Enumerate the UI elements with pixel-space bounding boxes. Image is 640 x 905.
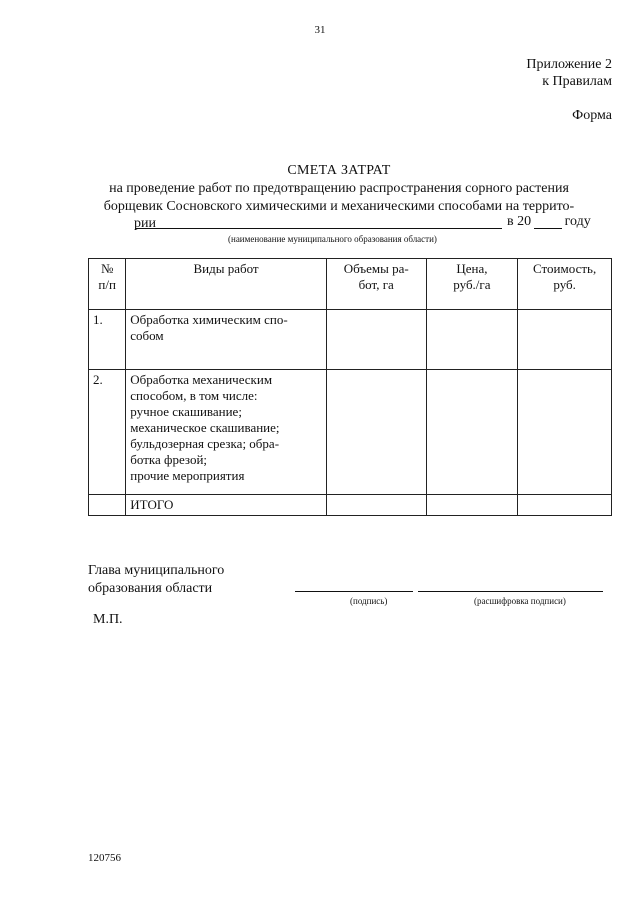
year-prefix: в 20	[507, 214, 532, 229]
municipality-fill-line	[135, 228, 502, 229]
total-cost	[518, 495, 612, 516]
title-line-2: борщевик Сосновского химическими и механическими способами на террито-	[103, 199, 575, 214]
table-row	[89, 370, 612, 495]
table-header-row	[89, 259, 612, 310]
header-num: № п/п	[89, 259, 126, 310]
title-line-3-start: рии	[134, 216, 156, 231]
row-volume	[326, 310, 426, 370]
row-work: Обработка химическим спо- собом	[126, 310, 327, 370]
year-fill-line	[534, 228, 562, 229]
cost-table	[88, 258, 612, 516]
appendix-line-1: Приложение 2	[526, 57, 612, 72]
header-cost: Стоимость, руб.	[518, 259, 612, 310]
municipality-caption: (наименование муниципального образования области)	[228, 234, 437, 244]
title-heading: СМЕТА ЗАТРАТ	[287, 163, 391, 178]
total-price	[426, 495, 518, 516]
row-cost	[518, 370, 612, 495]
row-price	[426, 370, 518, 495]
total-label: ИТОГО	[126, 495, 327, 516]
footer-code: 120756	[88, 852, 121, 864]
header-work-type: Виды работ	[126, 259, 327, 310]
signatory-title: Глава муниципального образования области	[88, 563, 225, 596]
header-price: Цена, руб./га	[426, 259, 518, 310]
year-suffix: году	[564, 214, 591, 229]
appendix-note	[526, 56, 612, 90]
row-work: Обработка механическим способом, в том числе: ручное скашивание; механическое скашивание; бульдозерная срезка; обра- ботка фрезой; прочие мероприятия	[126, 370, 327, 495]
row-volume	[326, 370, 426, 495]
row-cost	[518, 310, 612, 370]
stamp-place: М.П.	[93, 612, 123, 627]
row-price	[426, 310, 518, 370]
page-number: 31	[314, 24, 326, 36]
total-num-cell	[89, 495, 126, 516]
form-label: Форма	[572, 108, 612, 123]
title-line-1: на проведение работ по предотвращению распространения сорного растения	[109, 181, 569, 196]
appendix-line-2: к Правилам	[542, 74, 612, 89]
row-num: 2.	[89, 370, 126, 495]
table-total-row	[89, 495, 612, 516]
signature-decoding-line	[418, 591, 603, 592]
signature-caption: (подпись)	[350, 596, 388, 606]
document-title	[74, 162, 604, 216]
table-row	[89, 310, 612, 370]
signature-line	[295, 591, 413, 592]
header-volume: Объемы ра- бот, га	[326, 259, 426, 310]
total-volume	[326, 495, 426, 516]
signature-decoding-caption: (расшифровка подписи)	[474, 596, 566, 606]
row-num: 1.	[89, 310, 126, 370]
